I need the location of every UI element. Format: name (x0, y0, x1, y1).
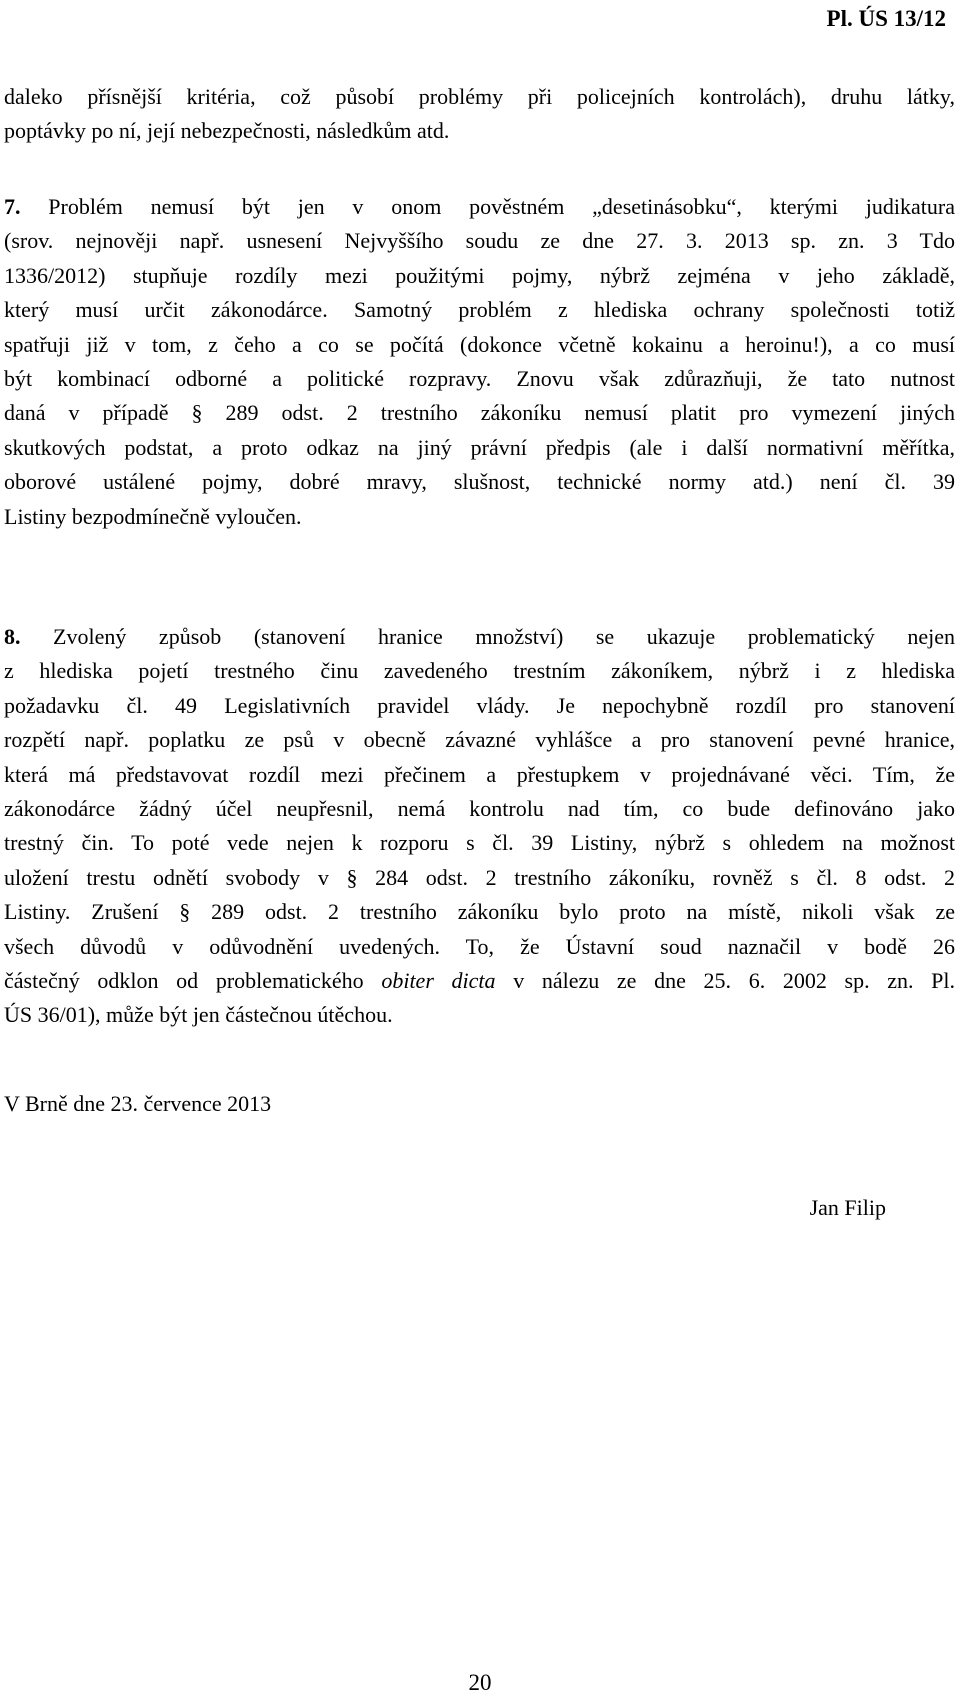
text-line: oborové ustálené pojmy, dobré mravy, slušnost, technické normy atd.) není čl. 39 (4, 469, 955, 495)
text-line (4, 190, 955, 224)
text-line: Listiny. Zrušení § 289 odst. 2 trestního zákoníku bylo proto na místě, nikoli však ze (4, 899, 955, 925)
date-line: V Brně dne 23. července 2013 (4, 1091, 272, 1116)
text-line: která má představovat rozdíl mezi přečinem a přestupkem v projednávané věci. Tím, že (4, 761, 955, 787)
paragraph-continuation (4, 80, 955, 149)
text-line: daleko přísnější kritéria, což působí problémy při policejních kontrolách), druhu látky, (4, 84, 955, 109)
text-run: částečný odklon od problematického (4, 968, 382, 994)
text-line: uložení trestu odnětí svobody v § 284 odst. 2 trestního zákoníku, rovněž s čl. 8 odst. 2 (4, 864, 955, 890)
text-line: trestný čin. To poté vede nejen k rozporu s čl. 39 Listiny, nýbrž s ohledem na možnost (4, 830, 955, 856)
text-line: zákonodárce žádný účel neupřesnil, nemá kontrolu nad tím, co bude definováno jako (4, 796, 955, 822)
text-line: být kombinací odborné a politické rozpravy. Znovu však zdůrazňuji, že tato nutnost (4, 366, 955, 392)
text-line: skutkových podstat, a proto odkaz na jiný právní předpis (ale i další normativní měřítka, (4, 434, 955, 460)
signature-name: Jan Filip (809, 1195, 886, 1220)
text-run: Problém nemusí být jen v onom pověstném „desetinásobku“, kterými judikatura (20, 194, 955, 219)
text-line: daná v případě § 289 odst. 2 trestního zákoníku nemusí platit pro vymezení jiných (4, 400, 955, 426)
paragraph-8 (4, 620, 955, 1033)
text-run: Zvolený způsob (stanovení hranice množství) se ukazuje problematický nejen (20, 624, 955, 649)
paragraph-7 (4, 190, 955, 534)
document-reference: Pl. ÚS 13/12 (826, 6, 946, 31)
text-line: který musí určit zákonodárce. Samotný problém z hlediska ochrany společnosti totiž (4, 297, 955, 323)
page-number: 20 (468, 1670, 492, 1695)
text-line: všech důvodů v odůvodnění uvedených. To, že Ústavní soud naznačil v bodě 26 (4, 933, 955, 959)
paragraph-number: 7. (4, 194, 21, 219)
text-line: spatřuji již v tom, z čeho a co se počítá (dokonce včetně kokainu a heroinu!), a co musí (4, 331, 955, 357)
text-line (4, 964, 955, 998)
text-line: 1336/2012) stupňuje rozdíly mezi použitými pojmy, nýbrž zejména v jeho základě, (4, 262, 955, 288)
text-line: ÚS 36/01), může být jen částečnou útěchou. (4, 1002, 393, 1028)
italic-term: obiter dicta (381, 968, 496, 994)
text-line: požadavku čl. 49 Legislativních pravidel vlády. Je nepochybně rozdíl pro stanovení (4, 692, 955, 718)
text-run: v nálezu ze dne 25. 6. 2002 sp. zn. Pl. (495, 968, 955, 994)
text-line (4, 620, 955, 654)
paragraph-number: 8. (4, 624, 21, 649)
text-line: Listiny bezpodmínečně vyloučen. (4, 503, 302, 529)
text-line: z hlediska pojetí trestného činu zavedeného trestním zákoníkem, nýbrž i z hlediska (4, 658, 955, 684)
text-line: poptávky po ní, její nebezpečnosti, následkům atd. (4, 118, 450, 144)
text-line: rozpětí např. poplatku ze psů v obecně závazné vyhlášce a pro stanovení pevné hranice, (4, 727, 955, 753)
text-line: (srov. nejnověji např. usnesení Nejvyššího soudu ze dne 27. 3. 2013 sp. zn. 3 Tdo (4, 228, 955, 254)
